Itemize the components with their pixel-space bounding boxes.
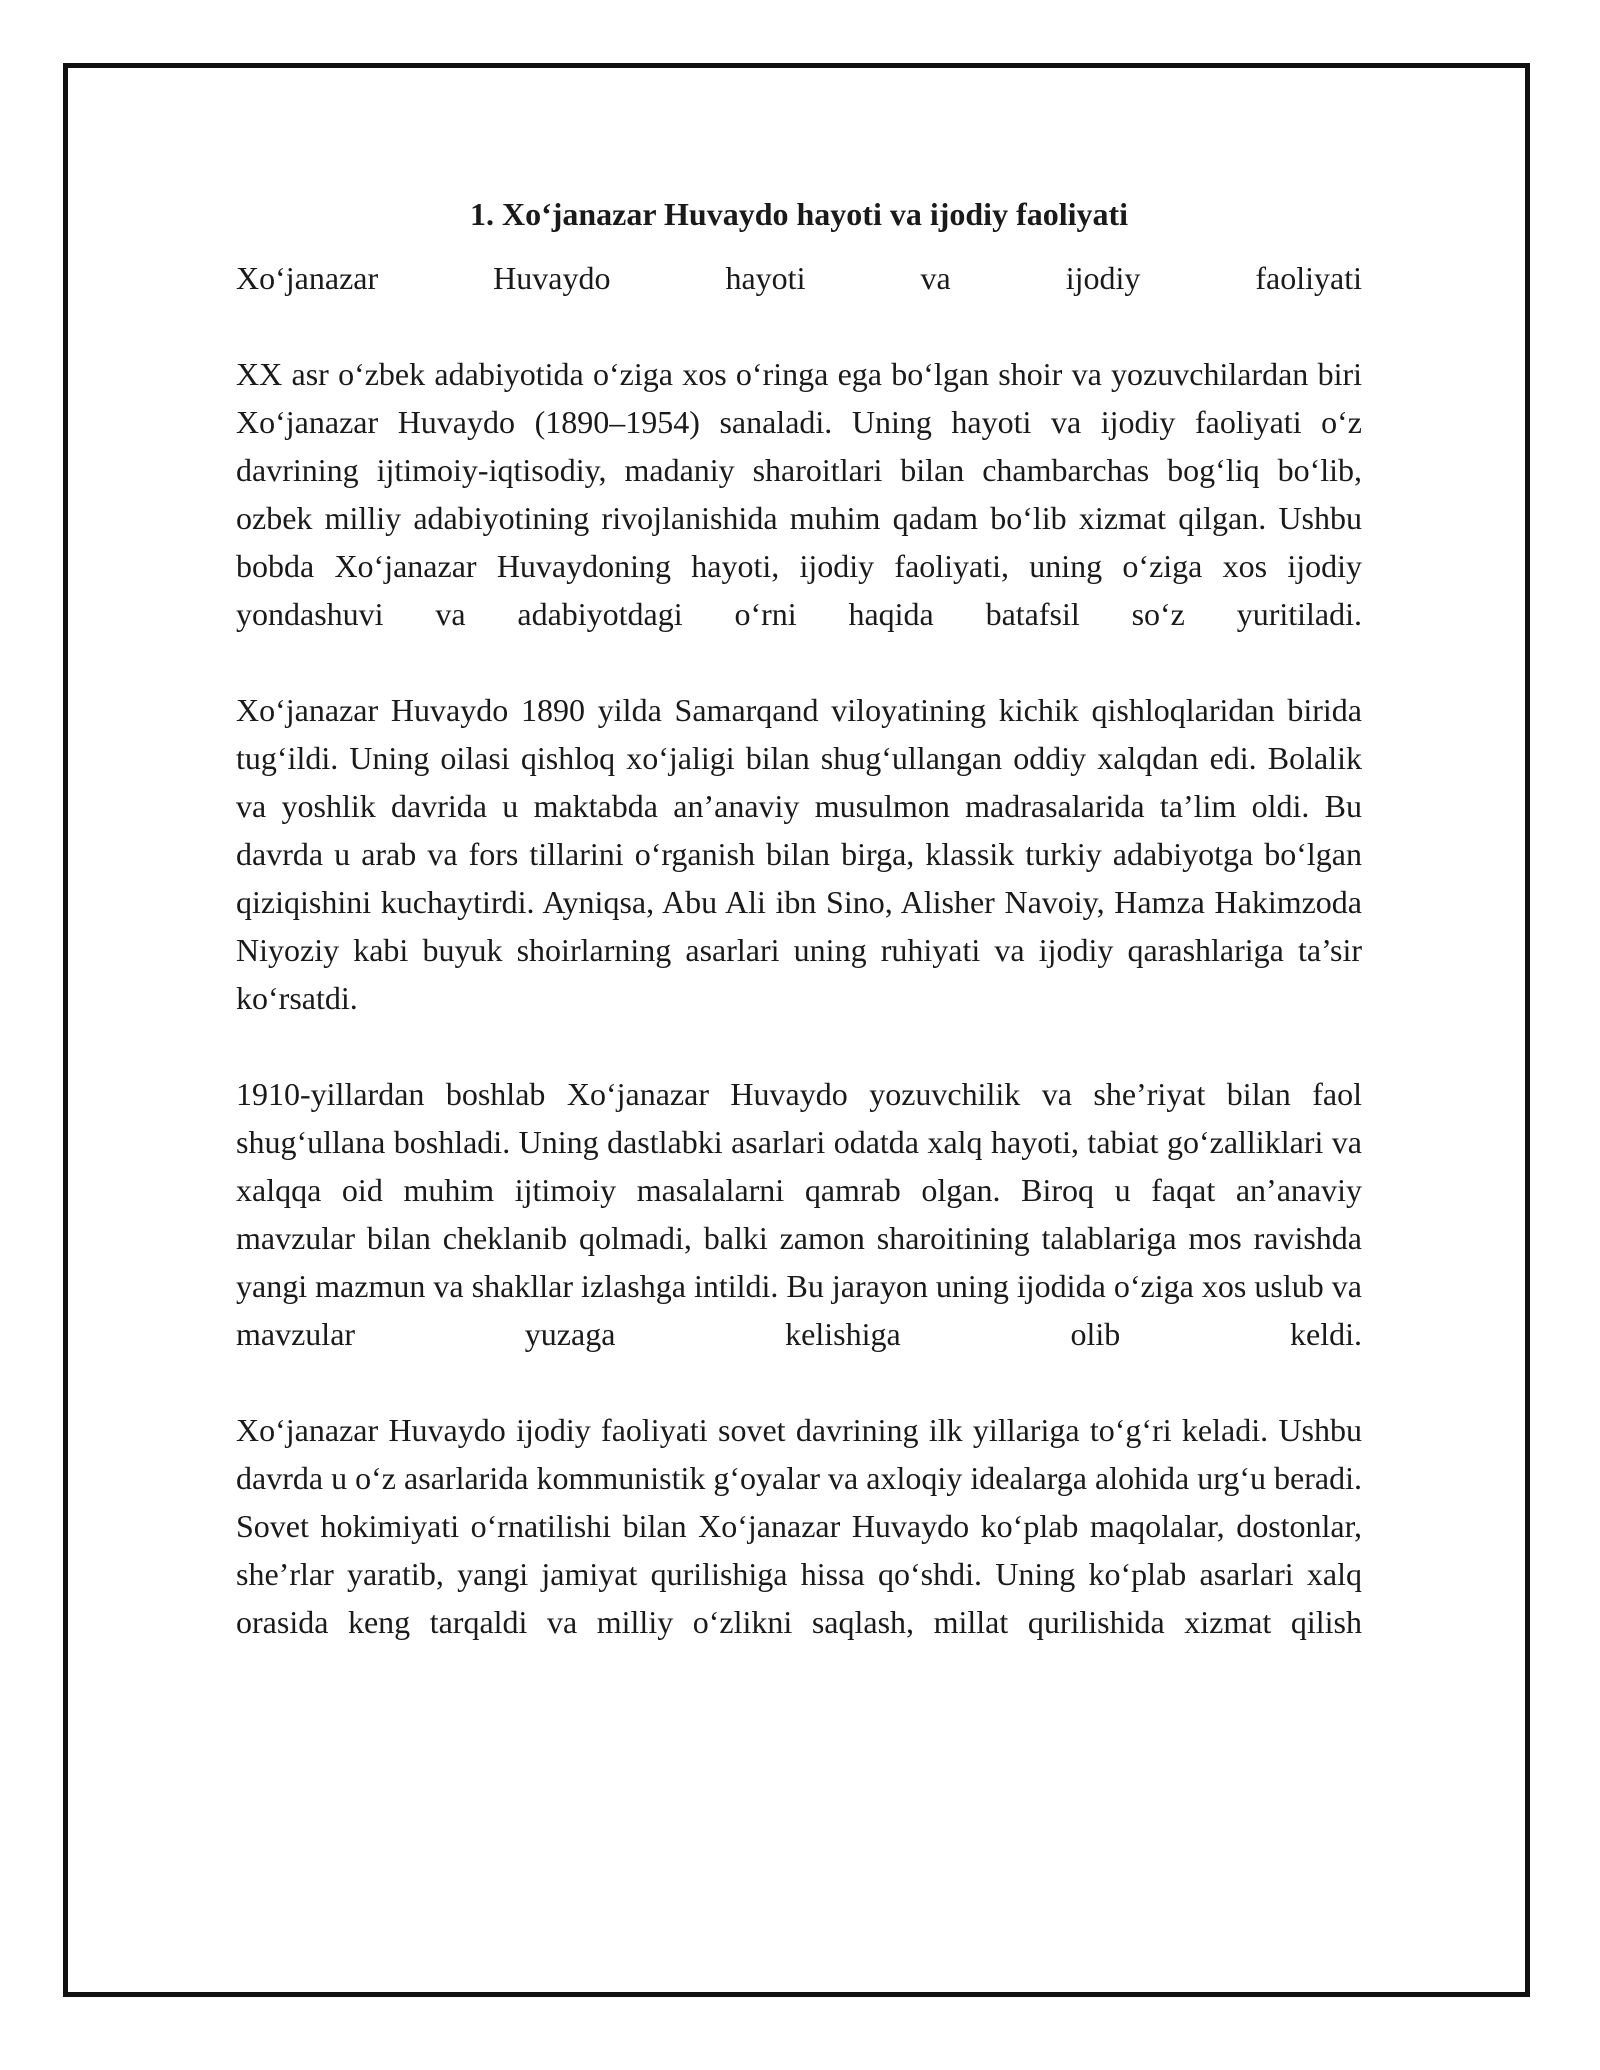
chapter-title: 1. Xo‘janazar Huvaydo hayoti va ijodiy faoliyati [469,196,1129,232]
document-body [236,190,1362,1646]
paragraph-2: Xo‘janazar Huvaydo 1890 yilda Samarqand viloyatining kichik qishloqlaridan birida tug‘ildi. Uning oilasi qishloq xo‘jaligi bilan shug‘ullangan oddiy xalqdan edi. Bolalik va yoshlik davrida u maktabda an’anaviy musulmon madrasalarida ta’lim oldi. Bu davrda u arab va fors tillarini o‘rganish bilan birga, klassik turkiy adabiyotga bo‘lgan qiziqishini kuchaytirdi. Ayniqsa, Abu Ali ibn Sino, Alisher Navoiy, Hamza Hakimzoda Niyoziy kabi buyuk shoirlarning asarlari uning ruhiyati va ijodiy qarashlariga ta’sir ko‘rsatdi. [236,692,1362,1016]
paragraph-4: Xo‘janazar Huvaydo ijodiy faoliyati sovet davrining ilk yillariga to‘g‘ri keladi. Ushbu davrda u o‘z asarlarida kommunistik g‘oyalar va axloqiy idealarga alohida urg‘u beradi. Sovet hokimiyati o‘rnatilishi bilan Xo‘janazar Huvaydo ko‘plab maqolalar, dostonlar, she’rlar yaratib, yangi jamiyat qurilishiga hissa qo‘shdi. Uning ko‘plab asarlari xalq orasida keng tarqaldi va milliy o‘zlikni saqlash, millat qurilishida xizmat qilish [236,1412,1362,1640]
paragraph-3: 1910-yillardan boshlab Xo‘janazar Huvaydo yozuvchilik va she’riyat bilan faol shug‘ullana boshladi. Uning dastlabki asarlari odatda xalq hayoti, tabiat go‘zalliklari va xalqqa oid muhim ijtimoiy masalalarni qamrab olgan. Biroq u faqat an’anaviy mavzular bilan cheklanib qolmadi, balki zamon sharoitining talablariga mos ravishda yangi mazmun va shakllar izlashga intildi. Bu jarayon uning ijodida o‘ziga xos uslub va mavzular yuzaga kelishiga olib keldi. [236,1076,1362,1352]
paragraph-1: XX asr o‘zbek adabiyotida o‘ziga xos o‘ringa ega bo‘lgan shoir va yozuvchilardan biri Xo‘janazar Huvaydo (1890–1954) sanaladi. Uning hayoti va ijodiy faoliyati o‘z davrining ijtimoiy-iqtisodiy, madaniy sharoitlari bilan chambarchas bog‘liq bo‘lib, ozbek milliy adabiyotining rivojlanishida muhim qadam bo‘lib xizmat qilgan. Ushbu bobda Xo‘janazar Huvaydoning hayoti, ijodiy faoliyati, uning o‘ziga xos ijodiy yondashuvi va adabiyotdagi o‘rni haqida batafsil so‘z yuritiladi. [236,356,1362,632]
chapter-subtitle: Xo‘janazar Huvaydo hayoti va ijodiy faoliyati [236,260,1362,296]
